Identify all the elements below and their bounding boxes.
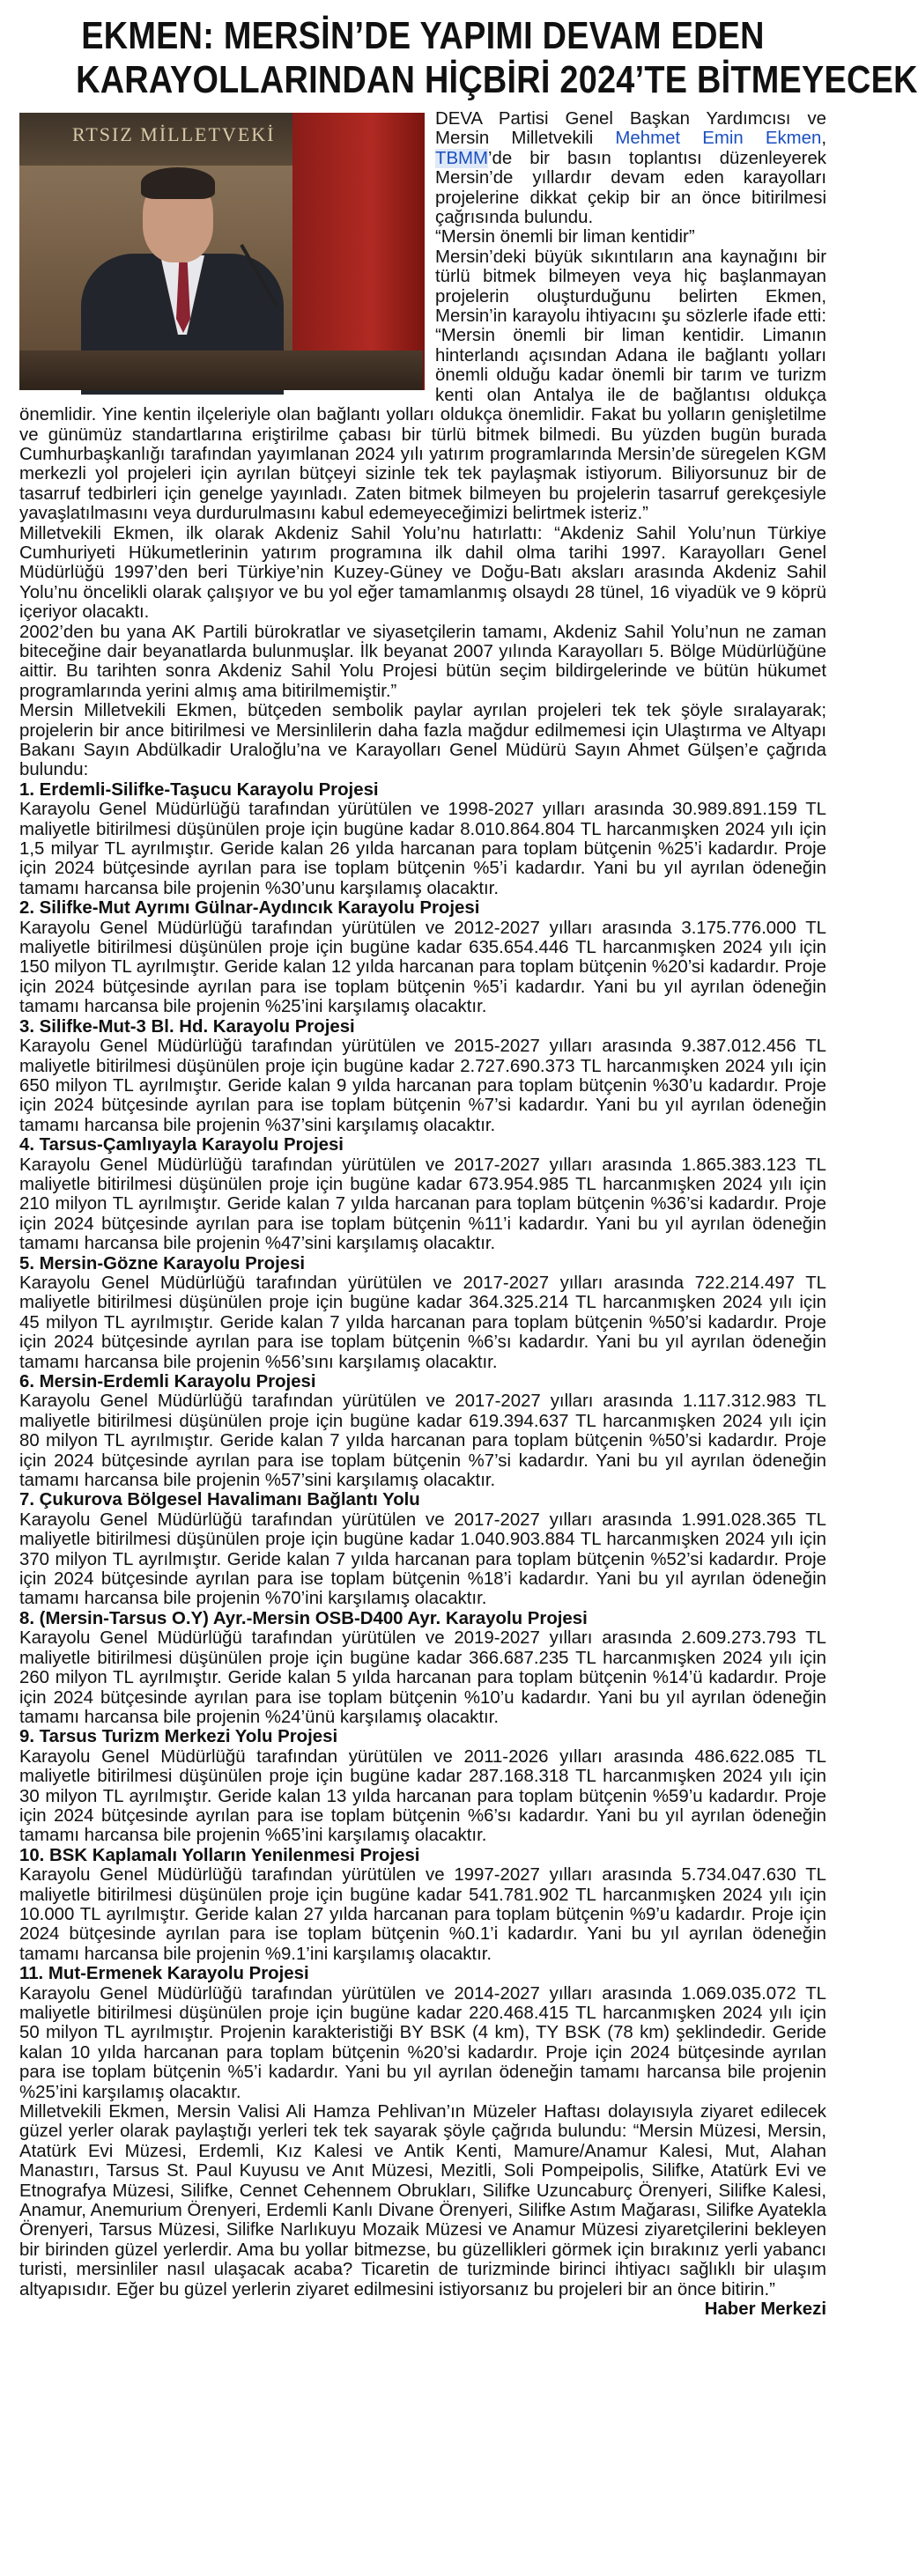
person-link[interactable]: Mehmet Emin Ekmen	[615, 129, 822, 149]
intro-paragraph: DEVA Partisi Genel Başkan Yardımcısı ve Mersin Milletvekili Mehmet Emin Ekmen, TBMM’de bir basın toplantısı düzenleyerek Mersin’de yıllardır devam eden karayolları projelerine dikkat çekip bir an önce bitirilmesi çağrısında bulundu.	[435, 109, 826, 228]
project-title: 8. (Mersin-Tarsus O.Y) Ayr.-Mersin OSB-D400 Ayr. Karayolu Projesi	[19, 1608, 588, 1628]
project-text: Karayolu Genel Müdürlüğü tarafından yürütülen ve 2017-2027 yılları arasında 1.117.312.983 TL maliyetle bitirilmesi düşünülen proje için bugüne kadar 619.394.637 TL harcanmışken 2024 yılı için 80 milyon TL ayrılmıştır. Geride kalan 7 yılda harcanan para toplam bütçenin %50’si kadardır. Proje için 2024 bütçesinde ayrılan para ise toplam bütçenin %7’si kadardır. Yani bu yıl ayrılan ödeneğin tamamı harcansa bile projenin %57’sini karşılamış olacaktır.	[19, 1391, 826, 1491]
byline: Haber Merkezi	[704, 2299, 826, 2320]
body-paragraph-3: Milletvekili Ekmen, ilk olarak Akdeniz Sahil Yolu’nu hatırlattı: “Akdeniz Sahil Yolu’nun Türkiye Cumhuriyeti Hükumetlerinin yatırım programına ilk dahil olma tarihi 1997. Karayolları Genel Müdürlüğü 1997’den beri Türkiye’nin Kuzey-Güney ve Doğu-Batı aksları arasında Akdeniz Sahil Yolu’nu öncelikli olarak çalışıyor ve bu yol eğer tamamlanmış olsaydı 28 tünel, 16 viyadük ve 9 köprü içeriyor olacaktı.	[19, 523, 826, 623]
project-text: Karayolu Genel Müdürlüğü tarafından yürütülen ve 1998-2027 yılları arasında 30.989.891.159 TL maliyetle bitirilmesi düşünülen proje için bugüne kadar 8.010.864.804 TL harcanmışken 2024 yılı için 1,5 milyar TL ayrılmıştır. Geride kalan 26 yılda harcanan para toplam bütçenin %25’i kadardır. Proje için 2024 bütçesinde ayrılan para ise toplam bütçenin %5’i kadardır. Yani bu yıl ayrılan ödeneğin tamamı harcansa bile projenin %30’unu karşılamış olacaktır.	[19, 800, 826, 898]
org-link[interactable]: TBMM	[435, 148, 489, 168]
subtitle: “Mersin önemli bir liman kentidir”	[435, 227, 695, 247]
project-text: Karayolu Genel Müdürlüğü tarafından yürütülen ve 2017-2027 yılları arasında 722.214.497 TL maliyetle bitirilmesi düşünülen proje için bugüne kadar 364.325.214 TL harcanmışken 2024 yılı için 45 milyon TL ayrılmıştır. Geride kalan 7 yılda harcanan para toplam bütçenin %50’si kadardır. Proje için 2024 bütçesinde ayrılan para ise toplam bütçenin %6’sı kadardır. Yani bu yıl ayrılan ödeneğin tamamı harcansa bile projenin %56’sını karşılamış olacaktır.	[19, 1273, 826, 1372]
project-title: 5. Mersin-Gözne Karayolu Projesi	[19, 1253, 306, 1273]
body-paragraph-2: Mersin’deki büyük sıkıntıların ana kaynağını bir türlü bitmek bilmeyen veya hiç başlanmayan projelerin oluşturduğunu belirten Ekmen, Mersin’in karayolu ihtiyacını şu sözlerle ifade etti: “Mersin önemli bir liman kentidir. Limanın hinterlandı açısından Adana ile bağlantı yolları önemli olduğu kadar önemli bir tarım ve turizm kenti olan Antalya ile de bağlantısı oldukça önemlidir. Yine kentin ilçeleriyle olan bağlantı yolları oldukça önemlidir. Fakat bu yolların genişletilme ve günümüz standartlarına eriştirilme çabası bir türlü bitmek bilmedi. Bu yüzden bugün burada Cumhurbaşkanlığı tarafından yayımlanan 2024 yılı yatırım programlarında Mersin’de süregelen KGM merkezli yol projeleri için ayrılan bütçeyi sizinle tek tek paylaşmak istiyorum. Biliyorsunuz bir de tasarruf tedbirleri için genelge yayınladı. Zaten bitmek bilmeyen bu projelerin tasarruf gerekçesiyle yavaşlatılmasını veya durdurulmasını kabul edemeyeceğimizi belirtmek isteriz.”	[19, 247, 826, 524]
project-text: Karayolu Genel Müdürlüğü tarafından yürütülen ve 1997-2027 yılları arasında 5.734.047.630 TL maliyetle bitirilmesi düşünülen proje için bugüne kadar 541.781.902 TL harcanmışken 2024 yılı için 10.000 TL ayrılmıştır. Geride kalan 27 yılda harcanan para toplam bütçenin %9’u kadardır. Proje için 2024 bütçesinde ayrılan para ise toplam bütçenin %0.1’i kadardır. Yani bu yıl ayrılan ödeneğin tamamı harcansa bile projenin %9.1’ini karşılamış olacaktır.	[19, 1865, 826, 1964]
news-clipping	[19, 14, 918, 2562]
project-text: Karayolu Genel Müdürlüğü tarafından yürütülen ve 2019-2027 yılları arasında 2.609.273.793 TL maliyetle bitirilmesi düşünülen proje için bugüne kadar 366.687.235 TL harcanmışken 2024 yılı için 260 milyon TL ayrılmıştır. Geride kalan 5 yılda harcanan para toplam bütçenin %14’ü kadardır. Proje için 2024 bütçesinde ayrılan para ise toplam bütçenin %10’u kadardır. Yani bu yıl ayrılan ödeneğin tamamı harcansa bile projenin %24’ünü karşılamış olacaktır.	[19, 1628, 826, 1727]
project-title: 9. Tarsus Turizm Merkezi Yolu Projesi	[19, 1727, 338, 1747]
project-text: Karayolu Genel Müdürlüğü tarafından yürütülen ve 2014-2027 yılları arasında 1.069.035.072 TL maliyetle bitirilmesi düşünülen proje için bugüne kadar 220.468.415 TL harcanmışken 2024 yılı için 50 milyon TL ayrılmıştır. Projenin karakteristiği BY BSK (4 km), TY BSK (78 km) şeklindedir. Geride kalan 10 yılda harcanan para toplam bütçenin %20’si kadardır. Proje için 2024 bütçesinde ayrılan para ise toplam bütçenin %5’i kadardır. Yani bu yıl ayrılan ödeneğin tamamı harcansa bile projenin %25’ini karşılamış olacaktır.	[19, 1983, 826, 2102]
project-title: 11. Mut-Ermenek Karayolu Projesi	[19, 1964, 309, 1984]
headline-line-1: EKMEN: MERSİN’DE YAPIMI DEVAM EDEN	[81, 14, 765, 57]
body-paragraph-4: 2002’den bu yana AK Partili bürokratlar ve siyasetçilerin tamamı, Akdeniz Sahil Yolu’nun ne zaman biteceğine dair beyanatlarda bulunmuşlar. İlk beyanat 2007 yılında Karayolları 5. Bölge Müdürlüğüne aittir. Bu tarihten sonra Akdeniz Sahil Yolu Projesi bütün seçim bildirgelerinde ve bütün hükumet programlarında yerini almış ama bitirilmemiştir.”	[19, 622, 826, 701]
project-title: 1. Erdemli-Silifke-Taşucu Karayolu Projesi	[19, 779, 379, 800]
project-title: 7. Çukurova Bölgesel Havalimanı Bağlantı Yolu	[19, 1490, 420, 1510]
project-title: 2. Silifke-Mut Ayrımı Gülnar-Aydıncık Karayolu Projesi	[19, 898, 480, 919]
project-title: 3. Silifke-Mut-3 Bl. Hd. Karayolu Projesi	[19, 1016, 355, 1037]
closing-paragraph: Milletvekili Ekmen, Mersin Valisi Ali Hamza Pehlivan’ın Müzeler Haftası dolayısıyla ziyaret edilecek güzel yerler olarak paylaştığı yerleri tek tek sayarak şöyle çağrıda bulundu: “Mersin Müzesi, Mersin, Atatürk Evi Müzesi, Erdemli, Kız Kalesi ve Antik Kenti, Mamure/Anamur Kalesi, Mut, Alahan Manastırı, Tarsus St. Paul Kuyusu ve Anıt Müzesi, Mezitli, Soli Pompeipolis, Silifke, Atatürk Evi ve Etnografya Müzesi, Silifke, Cennet Cehennem Obrukları, Silifke Uzuncaburç Örenyeri, Silifke Kalesi, Anamur, Anemurium Örenyeri, Erdemli Kanlı Divane Örenyeri, Silifke Astım Mağarası, Silifke Ayatekla Örenyeri, Tarsus Müzesi, Silifke Narlıkuyu Mozaik Müzesi ve Anamur Müzesi ziyaretçilerini bekleyen bir birinden güzel yerlerdir. Ama bu yollar bitmezse, bu güzellikleri görmek için bırakınız yerli yabancı turisti, mersinliler nasıl ulaşacak acaba? Ticaretin de turizminde birinci ihtiyacı sağlıklı bir ulaşım altyapısıdır. Eğer bu güzel yerlerin ziyaret edilmesini istiyorsanız bu projeleri bir an önce bitirin.”	[19, 2102, 826, 2299]
speaker-photo	[19, 113, 423, 390]
headline-line-2: KARAYOLLARINDAN HİÇBİRİ 2024’TE BİTMEYECEK	[76, 58, 918, 101]
project-title: 10. BSK Kaplamalı Yolların Yenilenmesi Projesi	[19, 1845, 420, 1865]
project-list	[19, 780, 826, 2102]
photo-banner-text: RTSIZ MİLLETVEKİ	[72, 123, 276, 145]
project-title: 6. Mersin-Erdemli Karayolu Projesi	[19, 1372, 316, 1391]
body-paragraph-5: Mersin Milletvekili Ekmen, bütçeden sembolik paylar ayrılan projeleri tek tek şöyle sıralayarak; projelerin bir ance bitirilmesi ve Mersinlilerin daha fazla mağdur edilmemesi için Ulaştırma ve Altyapı Bakanı Sayın Abdülkadir Uraloğlu’na ve Karayolları Genel Müdürü Sayın Ahmet Gülşen’e çağrıda bulundu:	[19, 701, 826, 780]
project-text: Karayolu Genel Müdürlüğü tarafından yürütülen ve 2015-2027 yılları arasında 9.387.012.456 TL maliyetle bitirilmesi düşünülen proje için bugüne kadar 2.727.690.373 TL harcanmışken 2024 yılı için 650 milyon TL ayrılmıştır. Geride kalan 9 yılda harcanan para toplam bütçenin %30’u kadardır. Proje için 2024 bütçesinde ayrılan para ise toplam bütçenin %7’si kadardır. Yani bu yıl ayrılan ödeneğin tamamı harcansa bile projenin %37’sini karşılamış olacaktır.	[19, 1037, 826, 1135]
project-text: Karayolu Genel Müdürlüğü tarafından yürütülen ve 2011-2026 yılları arasında 486.622.085 TL maliyetle bitirilmesi düşünülen proje için bugüne kadar 287.168.318 TL harcanmışken 2024 yılı için 30 milyon TL ayrılmıştır. Geride kalan 13 yılda harcanan para toplam bütçenin %59’u kadardır. Proje için 2024 bütçesinde ayrılan para ise toplam bütçenin %6’sı kadardır. Yani bu yıl ayrılan ödeneğin tamamı harcansa bile projenin %65’ini karşılamış olacaktır.	[19, 1746, 826, 1846]
project-text: Karayolu Genel Müdürlüğü tarafından yürütülen ve 2017-2027 yılları arasında 1.991.028.365 TL maliyetle bitirilmesi düşünülen proje için bugüne kadar 1.040.903.884 TL harcanmışken 2024 yılı için 370 milyon TL ayrılmıştır. Geride kalan 7 yılda harcanan para toplam bütçenin %52’si kadardır. Proje için 2024 bütçesinde ayrılan para ise toplam bütçenin %18’i kadardır. Yani bu yıl ayrılan ödeneğin tamamı harcansa bile projenin %70’ini karşılamış olacaktır.	[19, 1509, 826, 1609]
project-title: 4. Tarsus-Çamlıyayla Karayolu Projesi	[19, 1135, 344, 1155]
project-text: Karayolu Genel Müdürlüğü tarafından yürütülen ve 2017-2027 yılları arasında 1.865.383.123 TL maliyetle bitirilmesi düşünülen proje için bugüne kadar 673.954.985 TL harcanmışken 2024 yılı için 210 milyon TL ayrılmıştır. Geride kalan 7 yılda harcanan para toplam bütçenin %36’si kadardır. Proje için 2024 bütçesinde ayrılan para ise toplam bütçenin %11’i kadardır. Yani bu yıl ayrılan ödeneğin tamamı harcansa bile projenin %47’sini karşılamış olacaktır.	[19, 1155, 826, 1254]
project-text: Karayolu Genel Müdürlüğü tarafından yürütülen ve 2012-2027 yılları arasında 3.175.776.000 TL maliyetle bitirilmesi düşünülen proje için bugüne kadar 635.654.446 TL harcanmışken 2024 yılı için 150 milyon TL ayrılmıştır. Geride kalan 12 yılda harcanan para toplam bütçenin %20’si kadardır. Proje için 2024 bütçesinde ayrılan para ise toplam bütçenin %5’i kadardır. Yani bu yıl ayrılan ödeneğin tamamı harcansa bile projenin %25’ini karşılamış olacaktır.	[19, 918, 826, 1017]
headline	[76, 14, 918, 102]
